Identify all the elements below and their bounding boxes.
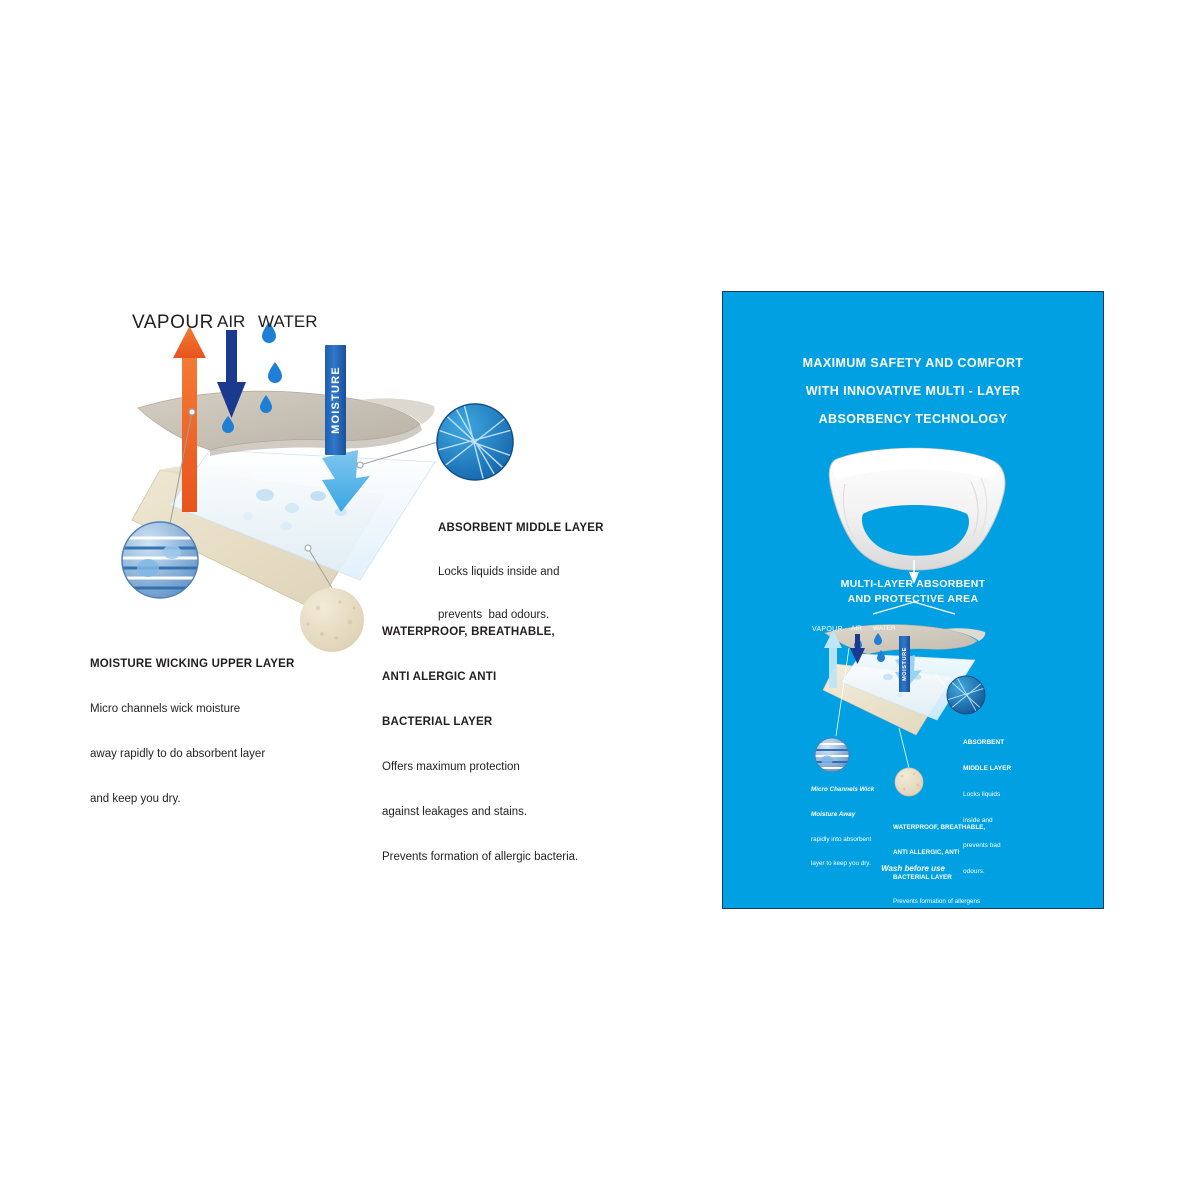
poster-callout-waterproof-heading-1: WATERPROOF, BREATHABLE,: [893, 824, 986, 832]
label-vapour: VAPOUR: [132, 312, 214, 333]
callout-moisture-heading: MOISTURE WICKING UPPER LAYER: [90, 658, 295, 670]
poster-title-line-1: MAXIMUM SAFETY AND COMFORT: [802, 356, 1024, 370]
moisture-banner-label: MOISTURE: [329, 366, 342, 434]
callout-waterproof-heading-1: WATERPROOF, BREATHABLE,: [382, 626, 555, 638]
callout-waterproof-layer: [382, 595, 578, 895]
garment-illustration: [829, 448, 1005, 570]
callout-waterproof-line2: against leakages and stains.: [382, 806, 528, 818]
poster-label-vapour: VAPOUR: [812, 626, 843, 633]
poster-callout-waterproof-heading-2: ANTI ALLERGIC, ANTI: [893, 849, 960, 857]
callout-absorbent-line2: prevents bad odours.: [438, 609, 550, 621]
callout-absorbent-line1: Locks liquids inside and: [438, 565, 560, 578]
poster-callout-waterproof: [893, 808, 985, 947]
callout-moisture-line2: away rapidly to do absorbent layer: [90, 748, 266, 760]
poster-callout-micro-heading-1: Micro Channels Wick: [811, 786, 875, 794]
poster-callout-absorbent-line2: inside and: [963, 816, 993, 824]
poster-callout-absorbent-line3: prevents bad: [963, 842, 1001, 850]
callout-waterproof-line3: Prevents formation of allergic bacteria.: [382, 851, 579, 863]
callout-waterproof-line1: Offers maximum protection: [382, 761, 520, 773]
poster-wash-note: Wash before use: [881, 864, 945, 873]
poster-multilayer-label-1: MULTI-LAYER ABSORBENT: [840, 578, 986, 590]
poster-callout-micro-line1: rapidly into absorbent: [811, 835, 872, 843]
poster-callout-waterproof-heading-3: BACTERIAL LAYER: [893, 873, 952, 881]
poster-moisture-banner: [899, 636, 910, 692]
callout-moisture-line1: Micro channels wick moisture: [90, 703, 241, 715]
left-layer-diagram: [60, 290, 620, 863]
poster-moisture-banner-label: MOISTURE: [901, 647, 908, 681]
poster-title-line-3: ABSORBENCY TECHNOLOGY: [818, 412, 1008, 426]
poster-callout-absorbent-heading-2: MIDDLE LAYER: [963, 764, 1012, 772]
poster-callout-absorbent-line4: odours.: [963, 868, 985, 876]
poster-label-water: WATER: [873, 625, 896, 632]
poster-callout-micro-heading-2: Moisture Away: [811, 811, 856, 819]
callout-waterproof-heading-3: BACTERIAL LAYER: [382, 716, 493, 728]
poster-label-air: AIR: [851, 625, 862, 632]
callout-moisture-wicking-layer: [90, 627, 295, 837]
poster-callout-absorbent-line1: Locks liquids: [963, 790, 1001, 798]
callout-absorbent-heading: ABSORBENT MIDDLE LAYER: [438, 522, 604, 534]
poster-multilayer-label-2: AND PROTECTIVE AREA: [847, 593, 979, 605]
moisture-banner: [325, 345, 346, 455]
poster-waterproof-zoom-circle: [895, 728, 923, 796]
poster-callout-absorbent-heading-1: ABSORBENT: [963, 739, 1005, 747]
poster-callout-waterproof-line1: Prevents formation of allergens: [893, 898, 981, 906]
callout-waterproof-heading-2: ANTI ALERGIC ANTI: [382, 671, 497, 683]
poster-callout-micro-line2: layer to keep you dry.: [811, 860, 871, 868]
label-water: WATER: [258, 312, 318, 331]
product-poster: [722, 291, 1104, 930]
poster-title-line-2: WITH INNOVATIVE MULTI - LAYER: [805, 384, 1021, 398]
callout-moisture-line3: and keep you dry.: [90, 793, 181, 805]
poster-callout-waterproof-line2: and bacteria.: [893, 922, 930, 930]
label-air: AIR: [217, 312, 246, 331]
